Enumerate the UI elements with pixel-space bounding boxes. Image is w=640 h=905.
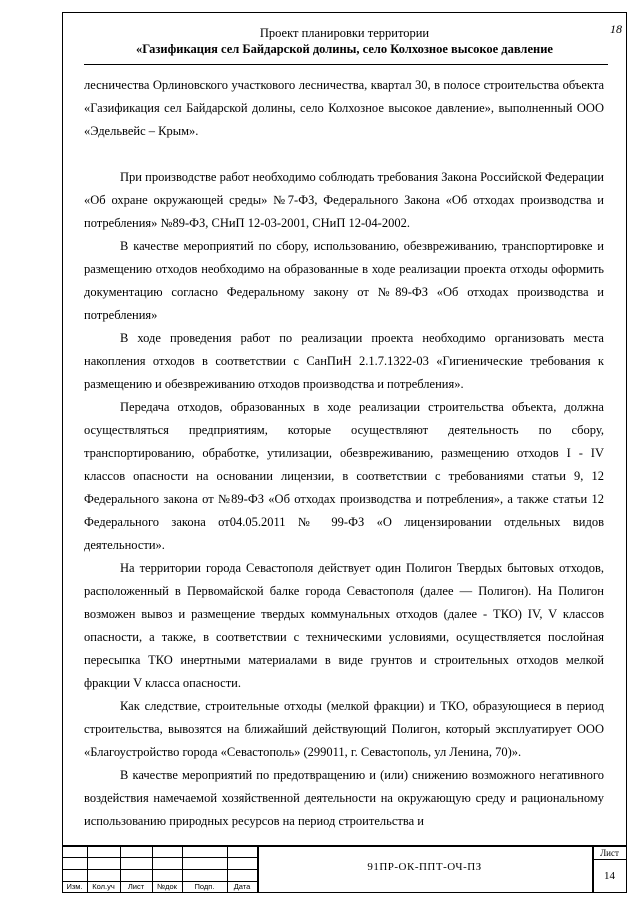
paragraph: На территории города Севастополя действует один Полигон Твердых бытовых отходов, расположенный в Первомайской балке города Севастополя (далее — Полигон). На Полигон возможен вывоз и размещение твердых коммунальных отходов (далее - ТКО) IV, V классов опасности, а также, в соответствии с техническими условиями, осуществляется послойная пересыпка ТКО инертными материалами в виде грунтов и строительных отходов мелкой фракции V класса опасности. xyxy=(84,561,604,690)
paragraph: В ходе проведения работ по реализации проекта необходимо организовать места накопления отходов в соответствии с СанПиН 2.1.7.1322-03 «Гигиенические требования к размещению и обезвреживанию отходов производства и потребления». xyxy=(84,331,604,391)
sheet-label: Лист xyxy=(600,848,619,858)
sheet-number: 14 xyxy=(604,870,615,882)
paragraph: Как следствие, строительные отходы (мелкой фракции) и ТКО, образующиеся в период строительства, вывозятся на ближайший действующий Полигон, который эксплуатирует ООО «Благоустройство города «Севастополь» (299011, г. Севастополь, ул Ленина, 70)». xyxy=(84,699,604,759)
label-kol-uch: Кол.уч xyxy=(92,882,115,891)
title-block xyxy=(62,845,627,893)
label-izm: Изм. xyxy=(66,882,83,891)
label-podp: Подп. xyxy=(194,882,215,891)
header-line-2: «Газификация сел Байдарской долины, село Колхозное высокое давление xyxy=(136,42,553,56)
page-number-top: 18 xyxy=(610,22,622,36)
header-divider xyxy=(84,64,608,65)
document-body xyxy=(84,74,604,833)
document-code: 91ПР-ОК-ППТ-ОЧ-ПЗ xyxy=(367,861,482,873)
paragraph: При производстве работ необходимо соблюдать требования Закона Российской Федерации «Об охране окружающей среды» №7-ФЗ, Федерального Закона «Об отходах производства и потребления» №89-ФЗ, СНиП 12-03-2001, СНиП 12-04-2002. xyxy=(84,170,604,230)
header-line-1: Проект планировки территории xyxy=(259,26,430,40)
paragraph: лесничества Орлиновского участкового лесничества, квартал 30, в полосе строительства объекта «Газификация сел Байдарской долины, село Колхозное высокое давление», выполненный ООО «Эдельвейс – Крым». xyxy=(84,78,604,138)
label-list: Лист xyxy=(127,882,145,891)
paragraph: Передача отходов, образованных в ходе реализации строительства объекта, должна осуществляться предприятиям, которые осуществляют деятельность по сбору, транспортированию, обработке, утилизации, обезвреживанию, размещению отходов I - IV классов опасности на основании лицензии, в соответствии с требованиями статьи 9, 12 Федерального закона от №89-ФЗ «Об отходах производства и потребления», а также статьи 12 Федерального закона от04.05.2011 № 99-ФЗ «О лицензировании отдельных видов деятельности». xyxy=(84,400,604,552)
label-data: Дата xyxy=(233,882,251,891)
paragraph: В качестве мероприятий по предотвращению и (или) снижению возможного негативного воздействия намечаемой хозяйственной деятельности на окружающую среду и рациональному использованию природных ресурсов на период строительства и xyxy=(84,768,604,828)
title-block-sheet-rule xyxy=(592,859,627,860)
paragraph: В качестве мероприятий по сбору, использованию, обезвреживанию, транспортировке и размещению отходов необходимо на образованные в ходе реализации проекта отходы оформить документацию согласно Федеральному закону от №89-ФЗ «Об отходах производства и потребления» xyxy=(84,239,604,322)
label-ndok: №док xyxy=(157,882,177,891)
title-block-top-rule xyxy=(62,845,627,847)
